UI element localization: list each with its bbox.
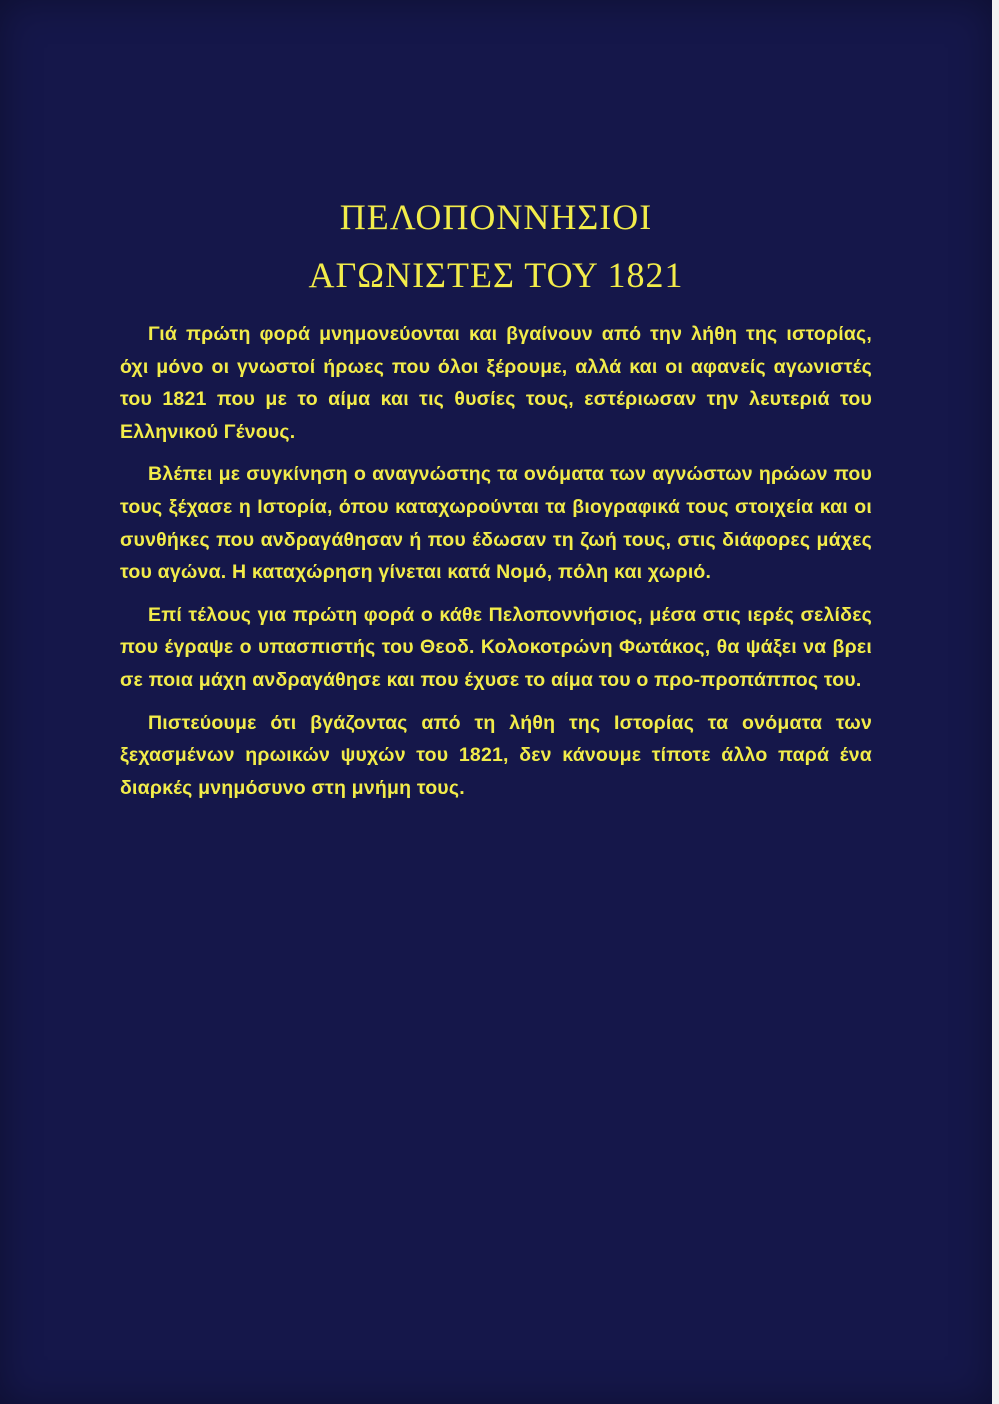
blurb-text — [120, 318, 872, 814]
blurb-paragraph-4: Πιστεύουμε ότι βγάζοντας από τη λήθη της Ιστορίας τα ονόματα των ξεχασμένων ηρωικών ψυχών του 1821, δεν κάνουμε τίποτε άλλο παρά ένα διαρκές μνημόσυνο στη μνήμη τους. — [120, 711, 872, 799]
title-line-2: ΑΓΩΝΙΣΤΕΣ ΤΟΥ 1821 — [308, 255, 684, 295]
title-line-1: ΠΕΛΟΠΟΝΝΗΣΙΟΙ — [339, 197, 653, 237]
blurb-paragraph-2: Βλέπει με συγκίνηση ο αναγνώστης τα ονόματα των αγνώστων ηρώων που τους ξέχασε η Ιστορία, όπου καταχωρούνται τα βιογραφικά τους στοιχεία και οι συνθήκες που ανδραγάθησαν ή που έδωσαν τη ζωή τους, στις διάφορες μάχες του αγώνα. Η καταχώρηση γίνεται κατά Νομό, πόλη και χωριό. — [120, 463, 872, 584]
blurb-paragraph-3: Επί τέλους για πρώτη φορά ο κάθε Πελοποννήσιος, μέσα στις ιερές σελίδες που έγραψε ο υπασπιστής του Θεοδ. Κολοκοτρώνη Φωτάκος, θα ψάξει να βρει σε ποια μάχη ανδραγάθησε και που έχυσε το αίμα του ο προ-προπάππος του. — [120, 603, 872, 691]
page-edge — [992, 0, 999, 1404]
blurb-paragraph-1: Γιά πρώτη φορά μνημονεύονται και βγαίνουν από την λήθη της ιστορίας, όχι μόνο οι γνωστοί ήρωες που όλοι ξέρουμε, αλλά και οι αφανείς αγωνιστές του 1821 που με το αίμα και τις θυσίες τους, εστέριωσαν την λευτεριά του Ελληνικού Γένους. — [120, 323, 872, 443]
